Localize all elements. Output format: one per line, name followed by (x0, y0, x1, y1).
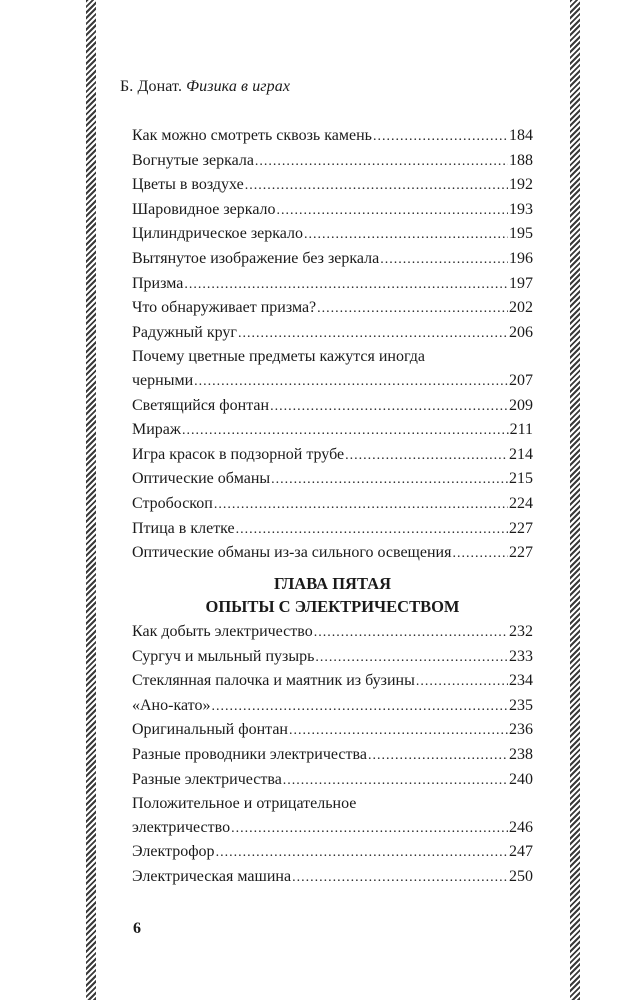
toc-section-optics (132, 124, 533, 566)
left-decorative-border (86, 0, 96, 1000)
toc-entry (132, 124, 533, 149)
toc-entry-title: Электрофор (132, 843, 215, 861)
toc-entry-page: 246 (509, 818, 533, 836)
toc-entry-title-line1: Почему цветные предметы кажутся иногда (132, 348, 425, 366)
toc-entry-title-line1: Положительное и отрицательное (132, 795, 357, 813)
toc-entry-page: 236 (509, 721, 533, 739)
chapter-title: ОПЫТЫ С ЭЛЕКТРИЧЕСТВОМ (205, 597, 460, 616)
toc-entry-title: Птица в клетке (132, 519, 235, 537)
toc-entry-page: 215 (509, 470, 533, 488)
toc-entry-title: Стробоскоп (132, 494, 213, 512)
dot-leader (216, 841, 508, 865)
toc-entry-title-line2: черными (132, 371, 194, 389)
toc-entry-page: 214 (509, 445, 533, 463)
toc-entry-page: 209 (509, 396, 533, 414)
toc-entry (132, 792, 533, 840)
toc-entry-page: 227 (509, 544, 533, 562)
toc-entry (132, 296, 533, 321)
toc-entry (132, 865, 533, 890)
dot-leader (289, 719, 508, 743)
toc-entry-page: 240 (509, 770, 533, 788)
toc-entry-title: Цветы в воздухе (132, 176, 244, 194)
toc-entry-title: Игра красок в подзорной трубе (132, 445, 345, 463)
toc-entry (132, 222, 533, 247)
toc-entry-title: Электрическая машина (132, 867, 292, 885)
toc-entry-page: 211 (509, 421, 533, 439)
toc-entry-page: 207 (509, 371, 533, 389)
page-number: 6 (133, 920, 141, 937)
dot-leader (184, 273, 508, 297)
toc-entry (132, 272, 533, 297)
dot-leader (283, 769, 508, 793)
toc-entry (132, 394, 533, 419)
toc-entry (132, 718, 533, 743)
chapter-number: ГЛАВА ПЯТАЯ (274, 574, 391, 593)
dot-leader (315, 646, 508, 670)
dot-leader (373, 125, 508, 149)
dot-leader (277, 199, 508, 223)
header-book-title: Физика в играх (186, 78, 291, 95)
dot-leader (368, 744, 508, 768)
toc-entry (132, 247, 533, 272)
toc-entry-title: Стеклянная палочка и маятник из бузины (132, 672, 415, 690)
dot-leader (271, 468, 508, 492)
toc-entry (132, 840, 533, 865)
header-author: Б. Донат. (120, 78, 183, 95)
dot-leader (194, 370, 508, 394)
dot-leader (314, 621, 508, 645)
toc-entry-title: Радужный круг (132, 323, 237, 341)
toc-entry-title: Вытянутое изображение без зеркала (132, 249, 380, 267)
toc-entry-page: 227 (509, 519, 533, 537)
dot-leader (317, 297, 508, 321)
toc-entry-page: 233 (509, 647, 533, 665)
toc-entry-page: 206 (509, 323, 533, 341)
toc-entry-page: 195 (509, 225, 533, 243)
toc-entry-page: 234 (509, 672, 533, 690)
toc-entry-page: 247 (509, 843, 533, 861)
toc-section-electricity (132, 620, 533, 890)
toc-entry (132, 321, 533, 346)
chapter-heading (132, 572, 533, 618)
right-decorative-border (570, 0, 580, 1000)
toc-entry (132, 492, 533, 517)
toc-entry-page: 238 (509, 745, 533, 763)
dot-leader (380, 248, 508, 272)
toc-entry-title: Светящийся фонтан (132, 396, 270, 414)
toc-entry (132, 198, 533, 223)
toc-entry (132, 541, 533, 566)
dot-leader (211, 695, 508, 719)
toc-entry (132, 694, 533, 719)
toc-entry (132, 517, 533, 542)
toc-entry (132, 443, 533, 468)
toc-entry (132, 743, 533, 768)
toc-entry (132, 669, 533, 694)
dot-leader (245, 174, 508, 198)
toc-entry-title: «Ано-като» (132, 696, 211, 714)
toc-entry (132, 173, 533, 198)
dot-leader (238, 322, 508, 346)
dot-leader (452, 542, 508, 566)
toc-entry-page: 184 (509, 127, 533, 144)
toc-entry-page: 197 (509, 274, 533, 292)
toc-entry-title: Шаровидное зеркало (132, 200, 276, 218)
dot-leader (231, 817, 508, 841)
dot-leader (214, 493, 508, 517)
toc-entry-page: 235 (509, 696, 533, 714)
toc-entry-page: 188 (509, 151, 533, 169)
dot-leader (304, 223, 508, 247)
toc-entry (132, 418, 533, 443)
dot-leader (182, 419, 509, 443)
toc-entry-title: Вогнутые зеркала (132, 151, 254, 169)
toc-entry-title: Призма (132, 274, 184, 292)
toc-entry-title: Разные электричества (132, 770, 282, 788)
toc-entry-title: Цилиндрическое зеркало (132, 225, 304, 243)
toc-entry-title: Как добыть электричество (132, 623, 313, 640)
toc-entry-page: 193 (509, 200, 533, 218)
toc-entry-title: Что обнаруживает призма? (132, 299, 317, 317)
toc-entry (132, 645, 533, 670)
dot-leader (416, 670, 508, 694)
toc-entry-page: 192 (509, 176, 533, 194)
toc-entry-page: 224 (509, 494, 533, 512)
dot-leader (292, 866, 508, 890)
dot-leader (255, 150, 508, 174)
toc-entry (132, 467, 533, 492)
toc-entry-page: 232 (509, 623, 533, 640)
toc-entry-title: Оптические обманы из-за сильного освещения (132, 544, 452, 562)
dot-leader (236, 518, 508, 542)
toc-entry-title: Сургуч и мыльный пузырь (132, 647, 315, 665)
toc-entry-title: Мираж (132, 421, 181, 439)
toc-entry-title: Как можно смотреть сквозь камень (132, 127, 372, 144)
toc-entry-title: Оригинальный фонтан (132, 721, 288, 739)
toc-entry (132, 345, 533, 393)
toc-entry-title-line2: электричество (132, 818, 231, 836)
dot-leader (270, 395, 508, 419)
toc-entry-title: Разные проводники электричества (132, 745, 367, 763)
toc-entry-page: 250 (509, 867, 533, 885)
running-header (120, 78, 290, 96)
toc-entry-page: 196 (509, 249, 533, 267)
toc-entry (132, 768, 533, 793)
toc-entry (132, 620, 533, 645)
toc-entry (132, 149, 533, 174)
toc-entry-title: Оптические обманы (132, 470, 271, 488)
dot-leader (345, 444, 508, 468)
toc-entry-page: 202 (509, 299, 533, 317)
